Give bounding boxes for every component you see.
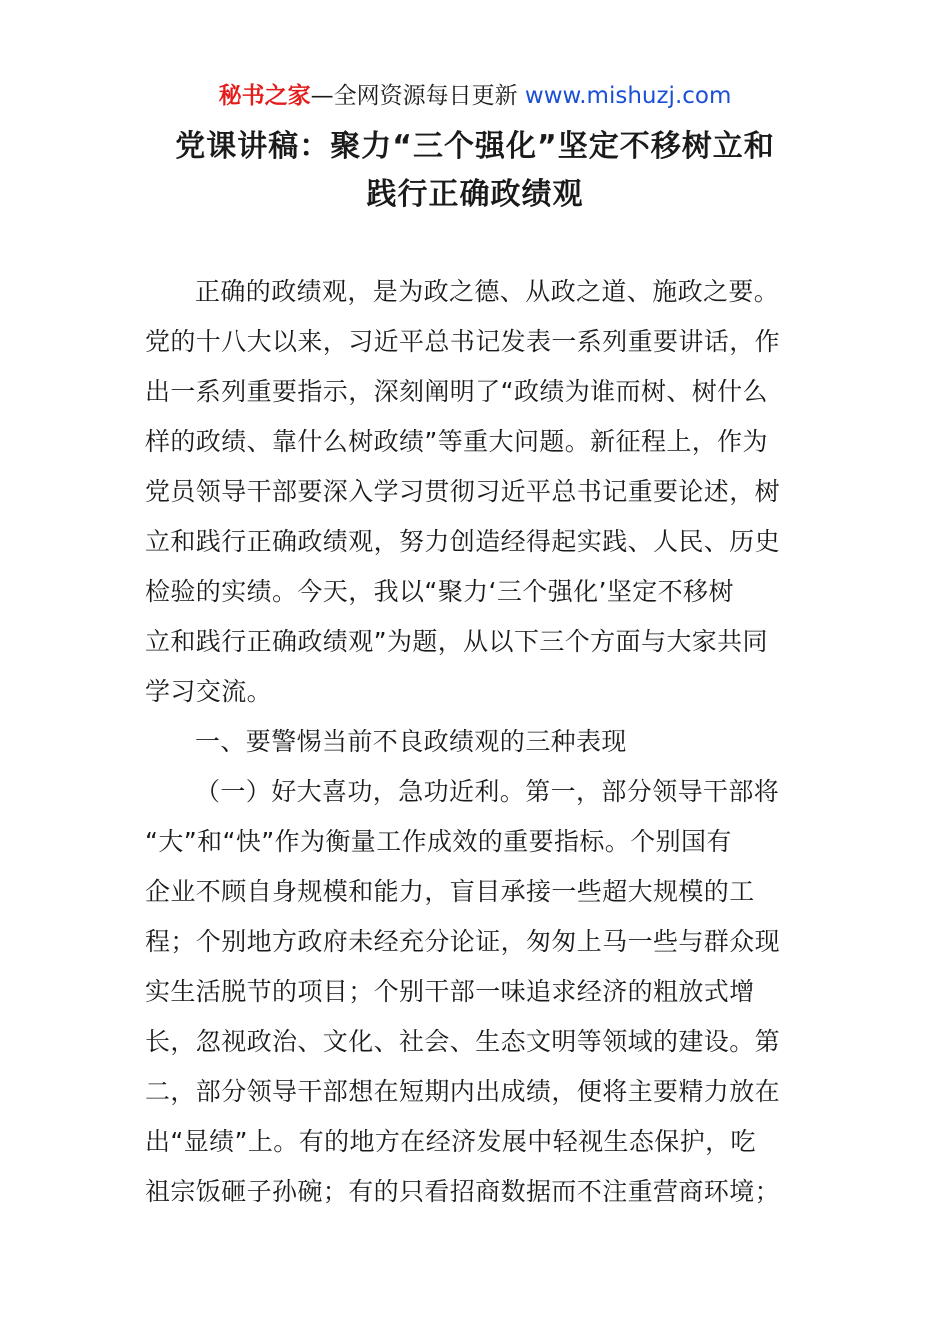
section-heading: 一、要警惕当前不良政绩观的三种表现 <box>195 727 627 756</box>
site-url-link[interactable]: www.mishuzj.com <box>524 83 732 109</box>
body-line: 党的十八大以来，习近平总书记发表一系列重要讲话，作 <box>145 327 781 356</box>
body-line: 样的政绩、靠什么树政绩”等重大问题。新征程上，作为 <box>145 427 768 456</box>
body-line: 立和践行正确政绩观，努力创造经得起实践、人民、历史 <box>145 527 781 556</box>
brand-name: 秘书之家 <box>218 83 311 109</box>
body-line: 检验的实绩。今天，我以“聚力‘三个强化’坚定不移树 <box>145 577 734 606</box>
document-title-line-1: 党课讲稿：聚力“三个强化”坚定不移树立和 <box>175 129 775 164</box>
site-header <box>0 80 950 112</box>
body-line: 党员领导干部要深入学习贯彻习近平总书记重要论述，树 <box>145 477 781 506</box>
body-line: “大”和“快”作为衡量工作成效的重要指标。个别国有 <box>145 827 732 856</box>
body-line: （一）好大喜功，急功近利。第一，部分领导干部将 <box>195 777 780 806</box>
header-tagline: —全网资源每日更新 <box>310 83 518 109</box>
body-line: 学习交流。 <box>145 677 273 706</box>
body-line: 实生活脱节的项目；个别干部一味追求经济的粗放式增 <box>145 977 755 1006</box>
body-line: 正确的政绩观，是为政之德、从政之道、施政之要。 <box>195 277 780 306</box>
body-line: 长，忽视政治、文化、社会、生态文明等领域的建设。第 <box>145 1027 781 1056</box>
body-line: 出一系列重要指示，深刻阐明了“政绩为谁而树、树什么 <box>145 377 768 406</box>
body-line: 程；个别地方政府未经充分论证，匆匆上马一些与群众现 <box>145 927 781 956</box>
body-line: 二，部分领导干部想在短期内出成绩，便将主要精力放在 <box>145 1077 781 1106</box>
body-line: 出“显绩”上。有的地方在经济发展中轻视生态保护，吃 <box>145 1127 756 1156</box>
body-line: 祖宗饭砸子孙碗；有的只看招商数据而不注重营商环境； <box>145 1177 781 1206</box>
document-title-line-2: 践行正确政绩观 <box>366 177 584 212</box>
body-line: 立和践行正确政绩观”为题，从以下三个方面与大家共同 <box>145 627 768 656</box>
body-line: 企业不顾自身规模和能力，盲目承接一些超大规模的工 <box>145 877 755 906</box>
